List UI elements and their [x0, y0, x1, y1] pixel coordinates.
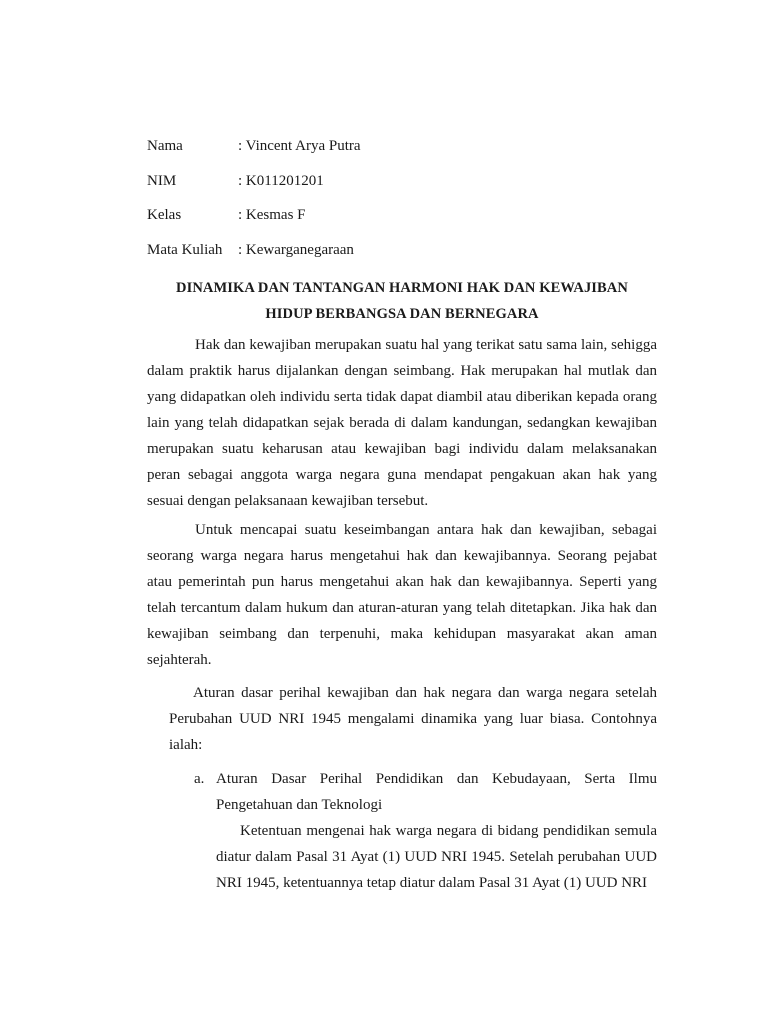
paragraph: Aturan dasar perihal kewajiban dan hak negara dan warga negara setelah Perubahan UUD NRI 1945 mengalami dinamika yang luar biasa. Contohnya ialah:	[169, 685, 657, 753]
info-value: : Kesmas F	[238, 207, 306, 223]
info-row-nama	[147, 136, 361, 171]
paragraph: Untuk mencapai suatu keseimbangan antara hak dan kewajiban, sebagai seorang warga negara harus mengetahui hak dan kewajibannya. Seorang pejabat atau pemerintah pun harus mengetahui akan hak dan kewajibannya. Seperti yang telah tercantum dalam hukum dan aturan-aturan yang telah ditetapkan. Jika hak dan kewajiban seimbang dan terpenuhi, maka kehidupan masyarakat akan aman sejahterah.	[147, 522, 657, 668]
info-value: : K011201201	[238, 172, 324, 189]
info-value: : Kewarganegaraan	[238, 241, 354, 258]
info-row-mata-kuliah	[147, 240, 361, 275]
paragraph: Hak dan kewajiban merupakan suatu hal yang terikat satu sama lain, sehigga dalam praktik harus dijalankan dengan seimbang. Hak merupakan hal mutlak dan yang didapatkan oleh individu serta tidak dapat diambil atau diberikan kepada orang lain yang telah didapatkan sejak berada di dalam kandungan, sedangkan kewajiban merupakan suatu keharusan atau kewajiban bagi individu dalam melaksanakan peran sebagai anggota warga negara guna mendapat pengakuan akan hak yang sesuai dengan pelaksanaan kewajiban tersebut.	[147, 337, 657, 509]
student-info	[147, 136, 361, 274]
list-marker: a.	[194, 771, 205, 787]
list-item-body: Ketentuan mengenai hak warga negara di bidang pendidikan semula diatur dalam Pasal 31 Ayat (1) UUD NRI 1945. Setelah perubahan UUD NRI 1945, ketentuannya tetap diatur dalam Pasal 31 Ayat (1) UUD NRI	[216, 823, 657, 891]
info-label: Kelas	[147, 207, 182, 223]
info-row-kelas	[147, 205, 361, 240]
info-label: Nama	[147, 138, 183, 154]
list-item-title: Aturan Dasar Perihal Pendidikan dan Kebudayaan, Serta Ilmu Pengetahuan dan Teknologi	[216, 771, 657, 813]
title-line-2: HIDUP BERBANGSA DAN BERNEGARA	[265, 306, 539, 322]
info-label: NIM	[147, 172, 177, 189]
info-row-nim	[147, 171, 361, 206]
title-line-1: DINAMIKA DAN TANTANGAN HARMONI HAK DAN KEWAJIBAN	[176, 280, 628, 296]
document-title	[147, 275, 657, 327]
info-label: Mata Kuliah	[147, 241, 223, 258]
info-value: : Vincent Arya Putra	[238, 138, 361, 154]
